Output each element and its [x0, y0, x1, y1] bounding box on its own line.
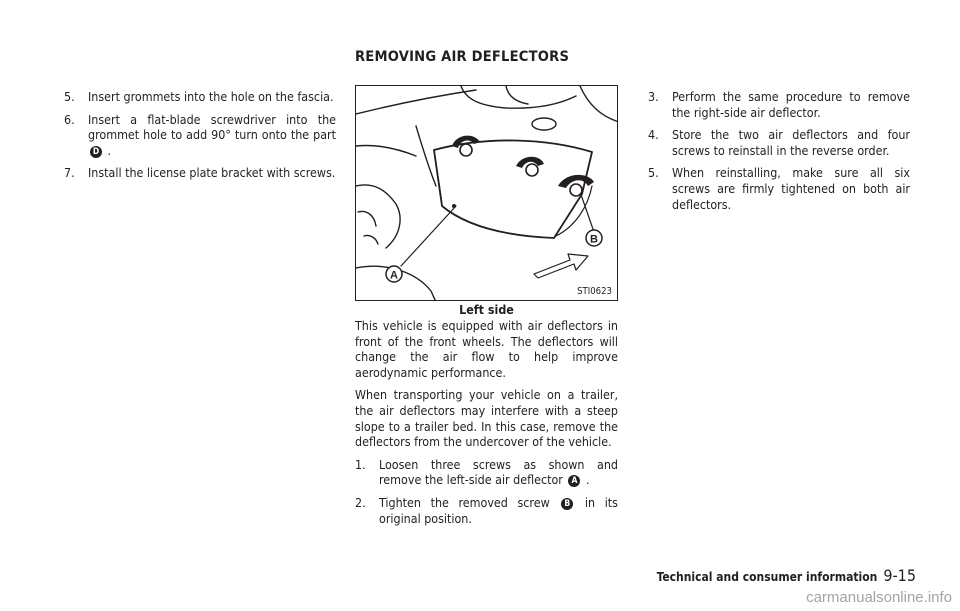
- step-3: [648, 89, 910, 120]
- callout-b-label: B: [590, 233, 598, 246]
- deflector-illustration: [356, 86, 618, 301]
- callout-b: [586, 230, 602, 246]
- page-footer: [657, 566, 916, 585]
- step-5: [64, 89, 336, 105]
- step-text: Install the license plate bracket with screws.: [88, 165, 336, 181]
- air-deflector-figure: [355, 85, 618, 301]
- step-4: [648, 127, 910, 158]
- figure-code: STI0623: [577, 286, 612, 297]
- section-title: REMOVING AIR DEFLECTORS: [355, 48, 570, 65]
- step-number: 4.: [648, 127, 659, 143]
- callout-d-marker: D: [90, 146, 102, 158]
- callout-a-label: A: [390, 269, 398, 282]
- step-number: 7.: [64, 165, 75, 181]
- step-number: 5.: [648, 165, 659, 181]
- transport-paragraph: When transporting your vehicle on a trailer, the air deflectors may interfere with a steep slope to a trailer bed. In this case, remove the deflectors from the undercover of the vehicle.: [355, 387, 618, 450]
- step-5-reinstall: [648, 165, 910, 212]
- step-1: [355, 457, 618, 488]
- watermark: carmanualsonline.info: [806, 589, 952, 606]
- step-2: [355, 495, 618, 526]
- step-number: 2.: [355, 494, 366, 510]
- figure-caption: Left side: [459, 302, 514, 317]
- intro-paragraph: This vehicle is equipped with air deflectors in front of the front wheels. The deflectors will change the air flow to help improve aerodynamic performance.: [355, 318, 618, 380]
- step-text: Tighten the removed screw B in its original position.: [379, 494, 618, 526]
- footer-section-name: Technical and consumer information: [656, 570, 878, 584]
- step-text: When reinstalling, make sure all six screws are firmly tightened on both air deflectors.: [672, 165, 910, 212]
- callout-a-marker: A: [568, 475, 580, 487]
- step-number: 3.: [648, 89, 659, 104]
- step-text: Insert a flat-blade screwdriver into the grommet hole to add 90° turn onto the part D .: [88, 111, 336, 158]
- middle-column: [355, 318, 618, 533]
- step-number: 5.: [64, 89, 75, 104]
- page-number: 9-15: [883, 566, 916, 585]
- left-column: [64, 89, 336, 188]
- step-text: Store the two air deflectors and four screws to reinstall in the reverse order.: [672, 127, 910, 158]
- callout-b-marker: B: [561, 498, 573, 510]
- step-6: [64, 112, 336, 159]
- step-number: 6.: [64, 111, 75, 127]
- step-text: Perform the same procedure to remove the right-side air deflector.: [672, 89, 910, 120]
- step-number: 1.: [355, 456, 366, 472]
- callout-a: [386, 266, 402, 282]
- right-column: [648, 89, 910, 219]
- step-text: Loosen three screws as shown and remove the left-side air deflector A .: [379, 456, 618, 488]
- step-7: [64, 165, 336, 181]
- step-text: Insert grommets into the hole on the fascia.: [88, 89, 334, 104]
